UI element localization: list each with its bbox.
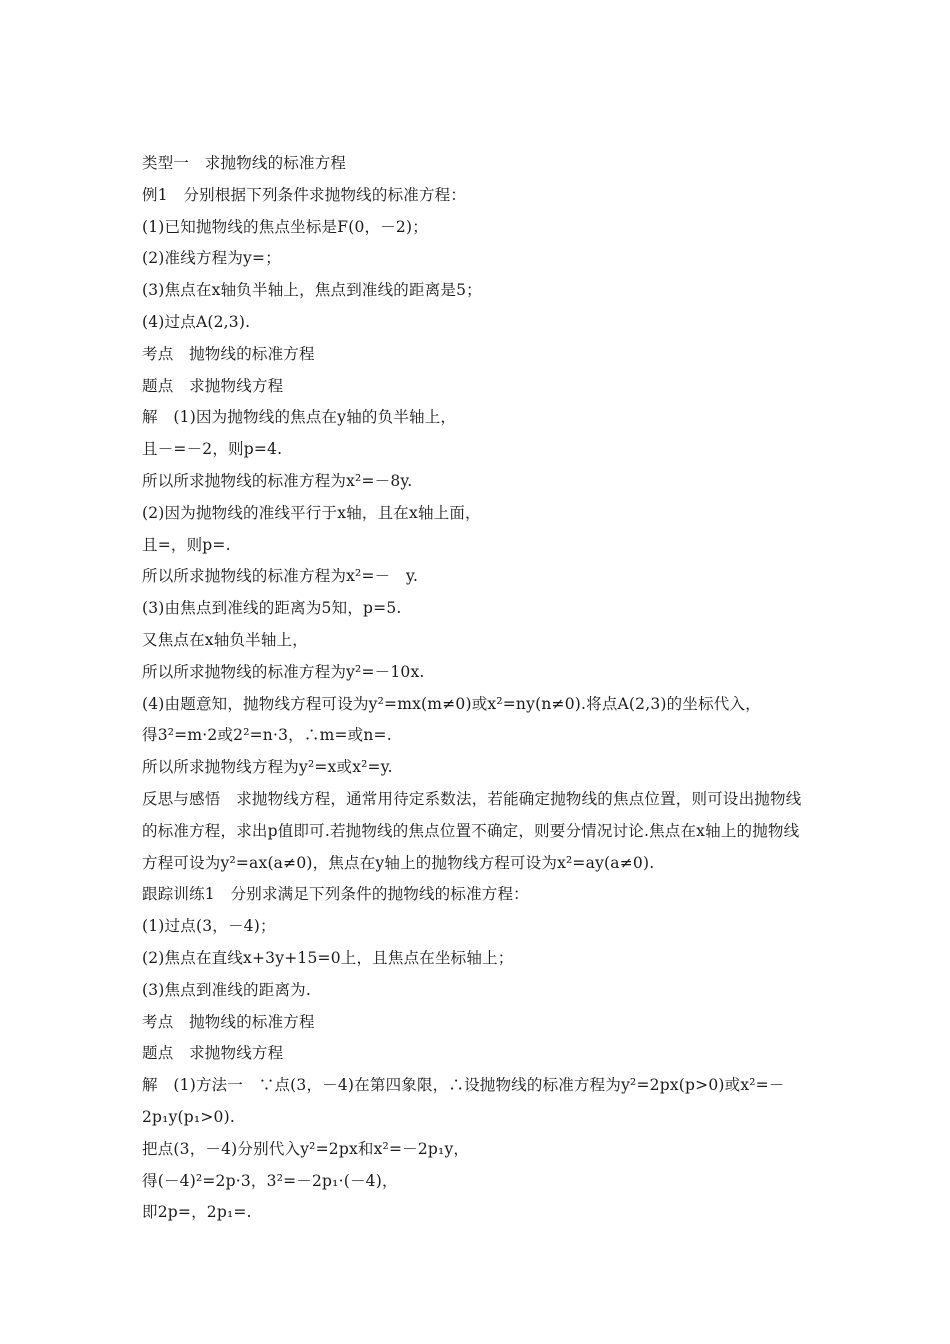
condition-4: (4)过点A(2,3).	[142, 312, 251, 331]
topic-label: 考点 抛物线的标准方程	[142, 1012, 315, 1031]
exercise-condition-1: (1)过点(3，－4)；	[142, 917, 276, 936]
solution-line: (4)由题意知，抛物线方程可设为y²=mx(m≠0)或x²=ny(n≠0).将点A(2,3)的坐标代入，	[142, 694, 761, 713]
subtopic-label: 题点 求抛物线方程	[142, 376, 284, 395]
reflection-paragraph: 反思与感悟 求抛物线方程，通常用待定系数法，若能确定抛物线的焦点位置，则可设出抛物线的标准方程，求出p值即可.若抛物线的焦点位置不确定，则要分情况讨论.焦点在x轴上的抛物线方程可设为y²=ax(a≠0)，焦点在y轴上的抛物线方程可设为x²=ay(a≠0).	[142, 789, 802, 872]
exercise-condition-2: (2)焦点在直线x+3y+15=0上，且焦点在坐标轴上；	[142, 948, 514, 967]
example-title: 例1 分别根据下列条件求抛物线的标准方程：	[142, 185, 467, 204]
condition-1: (1)已知抛物线的焦点坐标是F(0，－2)；	[142, 217, 428, 236]
subtopic-label: 题点 求抛物线方程	[142, 1044, 284, 1063]
exercise-solution-paragraph: 解 (1)方法一 ∵点(3，－4)在第四象限，∴设抛物线的标准方程为y²=2px(p>0)或x²=－2p₁y(p₁>0).	[142, 1076, 785, 1126]
solution-line: 且－=－2，则p=4.	[142, 440, 283, 459]
condition-3: (3)焦点在x轴负半轴上，焦点到准线的距离是5；	[142, 281, 482, 300]
solution-line: 得(－4)²=2p·3，3²=－2p₁·(－4)，	[142, 1171, 398, 1190]
solution-line: 所以所求抛物线的标准方程为x²=－ y.	[142, 567, 419, 586]
exercise-condition-3: (3)焦点到准线的距离为.	[142, 980, 311, 999]
solution-line: 即2p=，2p₁=.	[142, 1203, 252, 1222]
solution-line: 把点(3，－4)分别代入y²=2px和x²=－2p₁y，	[142, 1139, 470, 1158]
topic-label: 考点 抛物线的标准方程	[142, 344, 315, 363]
solution-line: 且=，则p=.	[142, 535, 231, 554]
solution-line: 所以所求抛物线的标准方程为x²=－8y.	[142, 471, 413, 490]
condition-2: (2)准线方程为y=；	[142, 249, 281, 268]
solution-line: 解 (1)因为抛物线的焦点在y轴的负半轴上，	[142, 408, 457, 427]
section-heading: 类型一 求抛物线的标准方程	[142, 154, 347, 172]
document-body	[142, 148, 814, 1229]
solution-line: (3)由焦点到准线的距离为5知，p=5.	[142, 599, 402, 618]
solution-line: 得3²=m·2或2²=n·3，∴m=或n=.	[142, 726, 392, 745]
solution-line: 所以所求抛物线方程为y²=x或x²=y.	[142, 758, 393, 777]
solution-line: 所以所求抛物线的标准方程为y²=－10x.	[142, 662, 425, 681]
solution-line: (2)因为抛物线的准线平行于x轴，且在x轴上面，	[142, 503, 481, 522]
exercise-title: 跟踪训练1 分别求满足下列条件的抛物线的标准方程：	[142, 885, 529, 904]
solution-line: 又焦点在x轴负半轴上，	[142, 630, 308, 649]
